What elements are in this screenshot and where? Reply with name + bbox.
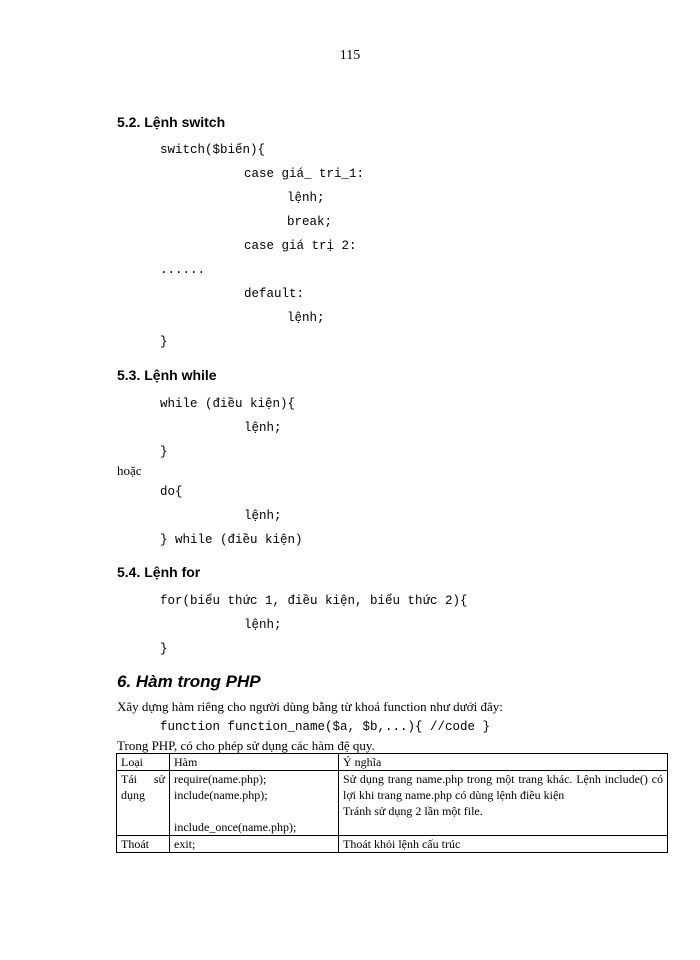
table-cell-type: Tái sử dụng	[117, 771, 170, 836]
code-line: case giá_ tri_1:	[244, 167, 365, 181]
spacer	[174, 803, 334, 819]
heading-while: 5.3. Lệnh while	[117, 367, 217, 383]
heading-switch: 5.2. Lệnh switch	[117, 114, 226, 130]
recursion-note: Trong PHP, có cho phép sử dụng các hàm đệ quy.	[117, 738, 375, 753]
heading-for: 5.4. Lệnh for	[117, 564, 201, 580]
table-cell-functions	[170, 771, 339, 836]
code-line: default:	[244, 287, 305, 301]
heading-functions: 6. Hàm trong PHP	[117, 672, 261, 691]
code-line: lệnh;	[244, 421, 282, 435]
code-line: for(biểu thức 1, điều kiện, biểu thức 2){	[160, 594, 468, 608]
code-line: case giá trị 2:	[244, 239, 357, 253]
table-cell-meaning	[339, 771, 668, 836]
function-syntax: function function_name($a, $b,...){ //code }	[160, 720, 491, 734]
table-row	[117, 771, 668, 836]
code-line: do{	[160, 485, 183, 499]
table-cell-type: Thoát	[117, 836, 170, 853]
or-text: hoặc	[117, 463, 142, 478]
table-header-cell: Loại	[117, 754, 170, 771]
function-name: include(name.php);	[174, 788, 268, 802]
code-line: switch($biến){	[160, 143, 266, 157]
function-name: include_once(name.php);	[174, 820, 297, 834]
table-header-cell: Ý nghĩa	[339, 754, 668, 771]
table-header-row	[117, 754, 668, 771]
code-line: lệnh;	[287, 311, 325, 325]
meaning-text: Tránh sử dụng 2 lần một file.	[343, 804, 483, 818]
table-cell-functions: exit;	[170, 836, 339, 853]
function-name: require(name.php);	[174, 772, 267, 786]
code-line: lệnh;	[287, 191, 325, 205]
code-line: }	[160, 335, 168, 349]
table-row	[117, 836, 668, 853]
functions-table	[116, 753, 668, 853]
functions-intro: Xây dựng hàm riêng cho người dùng bằng từ khoá function như dưới đây:	[117, 699, 503, 714]
code-line: }	[160, 642, 168, 656]
table-header-cell: Hàm	[170, 754, 339, 771]
meaning-text: Sử dụng trang name.php trong một trang khác. Lệnh include() có lợi khi trang name.php có dùng lệnh điều kiện	[343, 772, 663, 802]
code-line: ......	[160, 263, 206, 277]
code-line: } while (điều kiện)	[160, 533, 303, 547]
code-line: lệnh;	[244, 618, 282, 632]
code-line: break;	[287, 215, 333, 229]
table-cell-meaning: Thoát khỏi lệnh cấu trúc	[339, 836, 668, 853]
code-line: }	[160, 445, 168, 459]
code-line: while (điều kiện){	[160, 397, 296, 411]
code-line: lệnh;	[244, 509, 282, 523]
page-number: 115	[339, 48, 361, 63]
